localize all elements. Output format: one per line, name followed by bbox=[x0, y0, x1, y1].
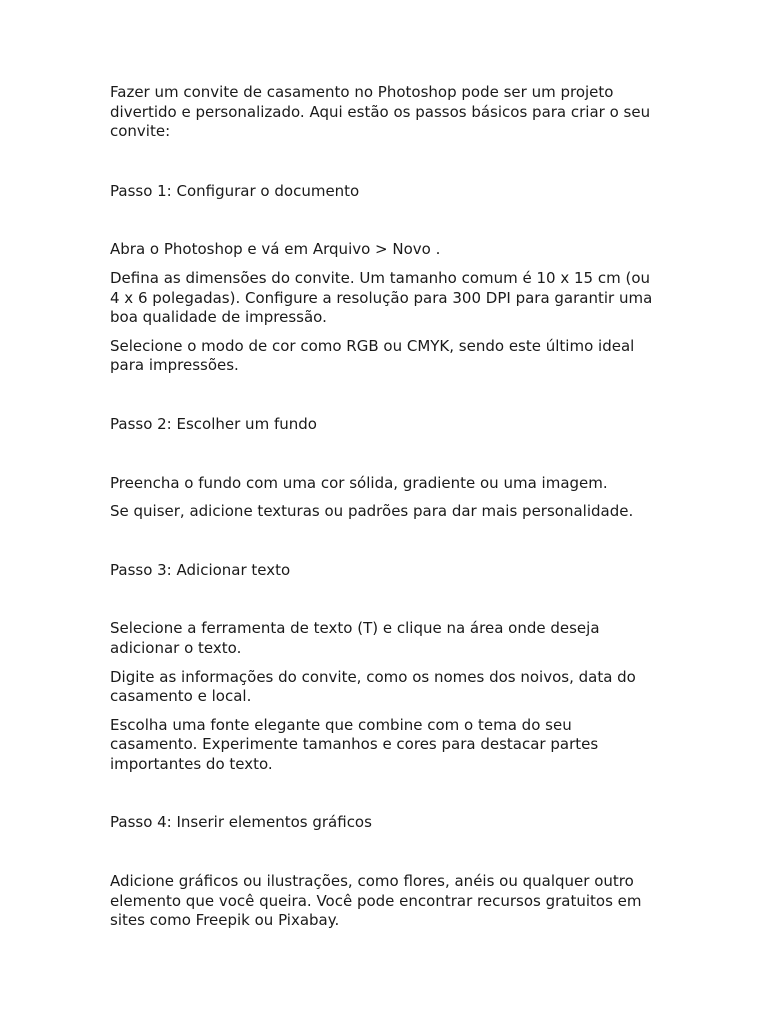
step-3-section bbox=[110, 561, 658, 775]
step-4-section bbox=[110, 813, 658, 930]
step-3-item-2: Digite as informações do convite, como os nomes dos noivos, data do casamento e local. bbox=[110, 667, 636, 706]
step-1-item-3: Selecione o modo de cor como RGB ou CMYK, sendo este último ideal para impressões. bbox=[110, 336, 635, 375]
document-page bbox=[110, 83, 658, 940]
step-1-heading: Passo 1: Configurar o documento bbox=[110, 181, 360, 200]
intro-paragraph: Fazer um convite de casamento no Photoshop pode ser um projeto divertido e personalizado. Aqui estão os passos básicos para criar o seu convite: bbox=[110, 83, 651, 141]
step-2-item-1: Preencha o fundo com uma cor sólida, gradiente ou uma imagem. bbox=[110, 473, 608, 492]
step-4-heading: Passo 4: Inserir elementos gráficos bbox=[110, 813, 372, 832]
step-1-item-1: Abra o Photoshop e vá em Arquivo > Novo . bbox=[110, 240, 441, 259]
step-1-item-2: Defina as dimensões do convite. Um tamanho comum é 10 x 15 cm (ou 4 x 6 polegadas). Configure a resolução para 300 DPI para garantir uma boa qualidade de impressão. bbox=[110, 268, 653, 327]
step-1-section bbox=[110, 182, 658, 376]
step-3-item-3: Escolha uma fonte elegante que combine com o tema do seu casamento. Experimente tamanhos e cores para destacar partes importantes do texto. bbox=[110, 715, 599, 773]
step-3-heading: Passo 3: Adicionar texto bbox=[110, 560, 291, 579]
step-2-heading: Passo 2: Escolher um fundo bbox=[110, 414, 317, 433]
step-3-item-1: Selecione a ferramenta de texto (T) e clique na área onde deseja adicionar o texto. bbox=[110, 619, 600, 657]
step-2-item-2: Se quiser, adicione texturas ou padrões para dar mais personalidade. bbox=[110, 502, 634, 521]
step-2-section bbox=[110, 415, 658, 522]
step-4-item-1: Adicione gráficos ou ilustrações, como flores, anéis ou qualquer outro elemento que você queira. Você pode encontrar recursos gratuitos em sites como Freepik ou Pixabay. bbox=[110, 872, 642, 930]
